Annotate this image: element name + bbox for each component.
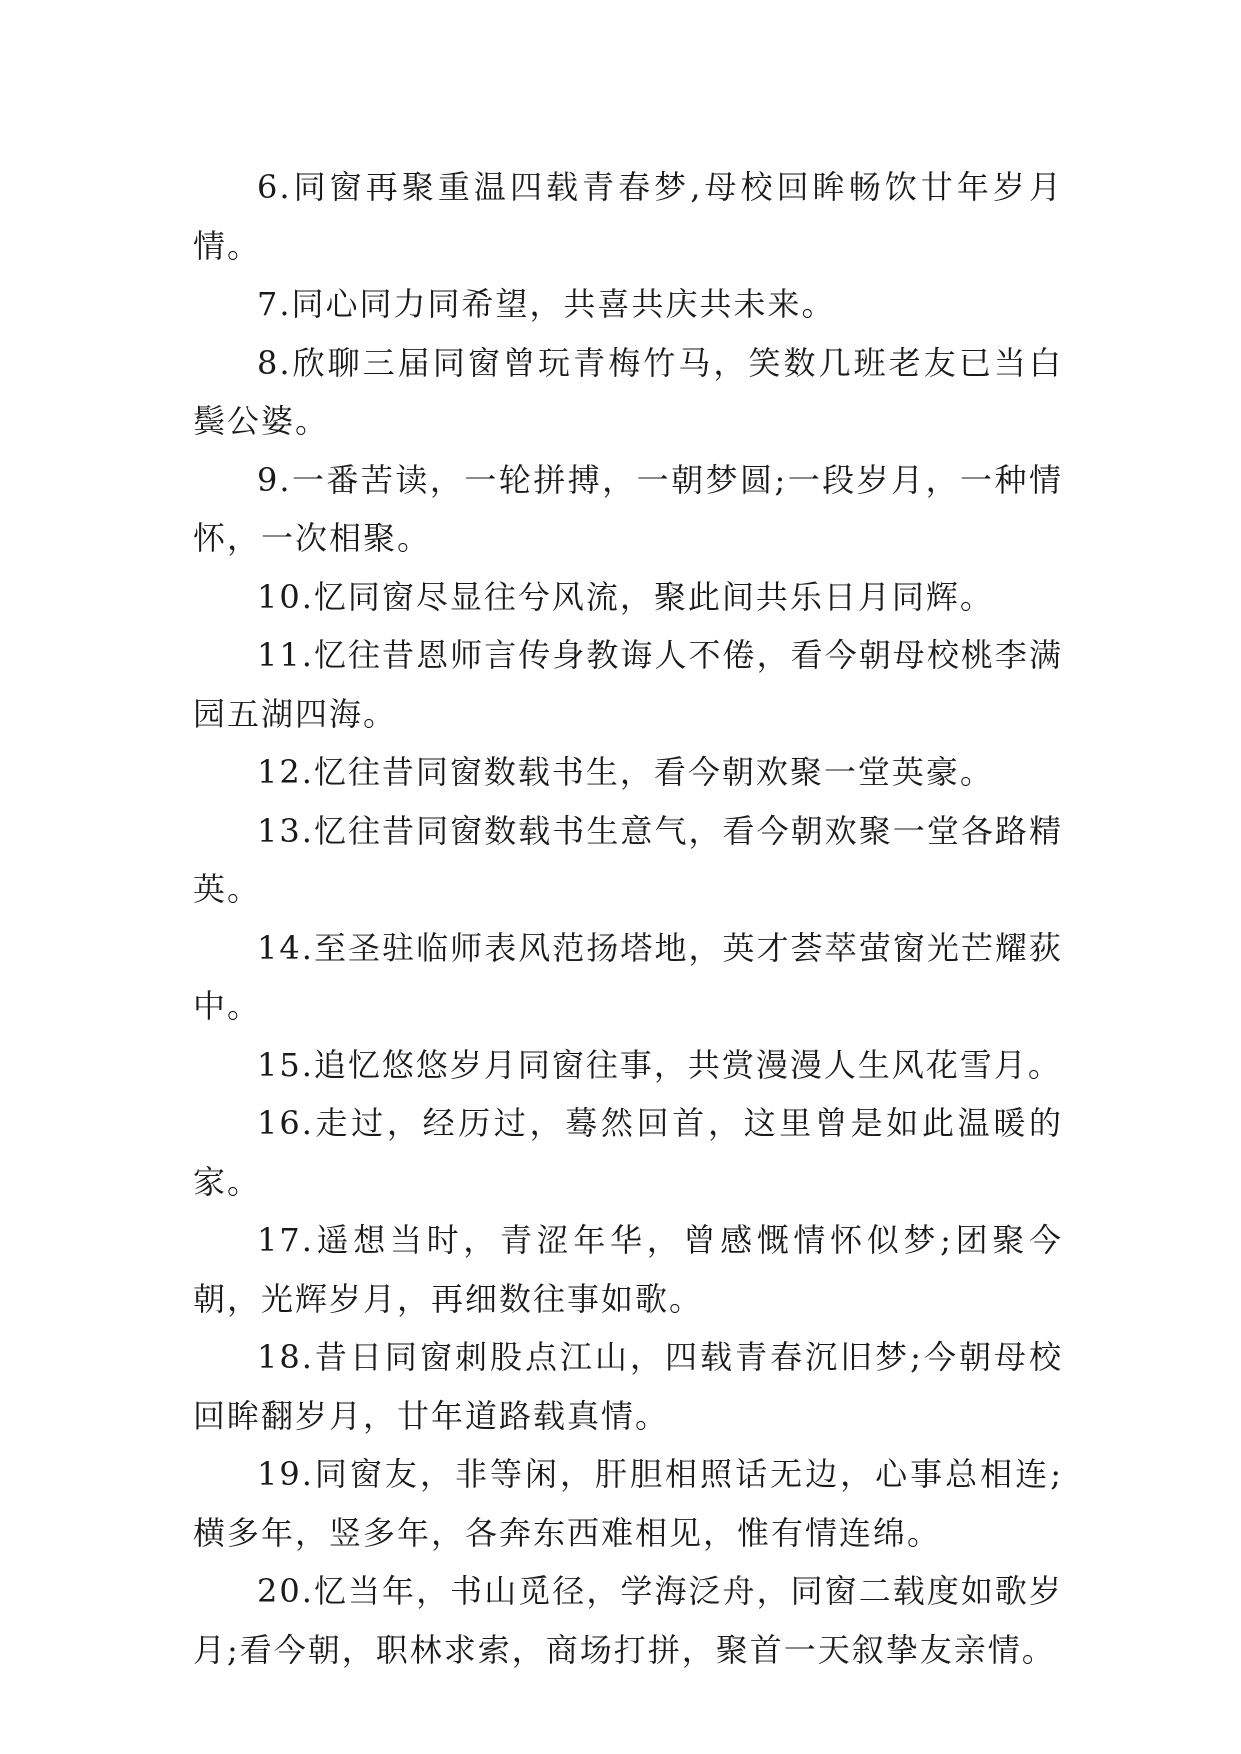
list-item: 6.同窗再聚重温四载青春梦,母校回眸畅饮廿年岁月情。 <box>193 168 1063 265</box>
list-item: 7.同心同力同希望，共喜共庆共未来。 <box>257 285 836 323</box>
list-item: 11.忆往昔恩师言传身教诲人不倦，看今朝母校桃李满园五湖四海。 <box>193 636 1063 733</box>
list-item: 19.同窗友，非等闲，肝胆相照话无边，心事总相连;横多年，竖多年，各奔东西难相见，惟有情连绵。 <box>193 1455 1063 1552</box>
list-item: 13.忆往昔同窗数载书生意气，看今朝欢聚一堂各路精英。 <box>193 811 1063 908</box>
list-item: 18.昔日同窗刺股点江山，四载青春沉旧梦;今朝母校回眸翻岁月，廿年道路载真情。 <box>193 1338 1063 1435</box>
list-item: 9.一番苦读，一轮拼搏，一朝梦圆;一段岁月，一种情怀，一次相聚。 <box>193 460 1063 557</box>
list-item: 12.忆往昔同窗数载书生，看今朝欢聚一堂英豪。 <box>257 753 994 791</box>
list-item: 15.追忆悠悠岁月同窗往事，共赏漫漫人生风花雪月。 <box>257 1045 1062 1084</box>
list-item: 14.至圣驻临师表风范扬塔地，英才荟萃萤窗光芒耀荻中。 <box>193 928 1063 1025</box>
document-body <box>193 158 1063 1679</box>
list-item: 20.忆当年，书山觅径，学海泛舟，同窗二载度如歌岁月;看今朝，职林求索，商场打拼，聚首一天叙挚友亲情。 <box>193 1572 1063 1669</box>
list-item: 17.遥想当时，青涩年华，曾感慨情怀似梦;团聚今朝，光辉岁月，再细数往事如歌。 <box>193 1221 1063 1318</box>
list-item: 8.欣聊三届同窗曾玩青梅竹马，笑数几班老友已当白鬓公婆。 <box>193 343 1063 440</box>
list-item: 16.走过，经历过，蓦然回首，这里曾是如此温暖的家。 <box>193 1104 1063 1201</box>
list-item: 10.忆同窗尽显往兮风流，聚此间共乐日月同辉。 <box>257 577 994 616</box>
